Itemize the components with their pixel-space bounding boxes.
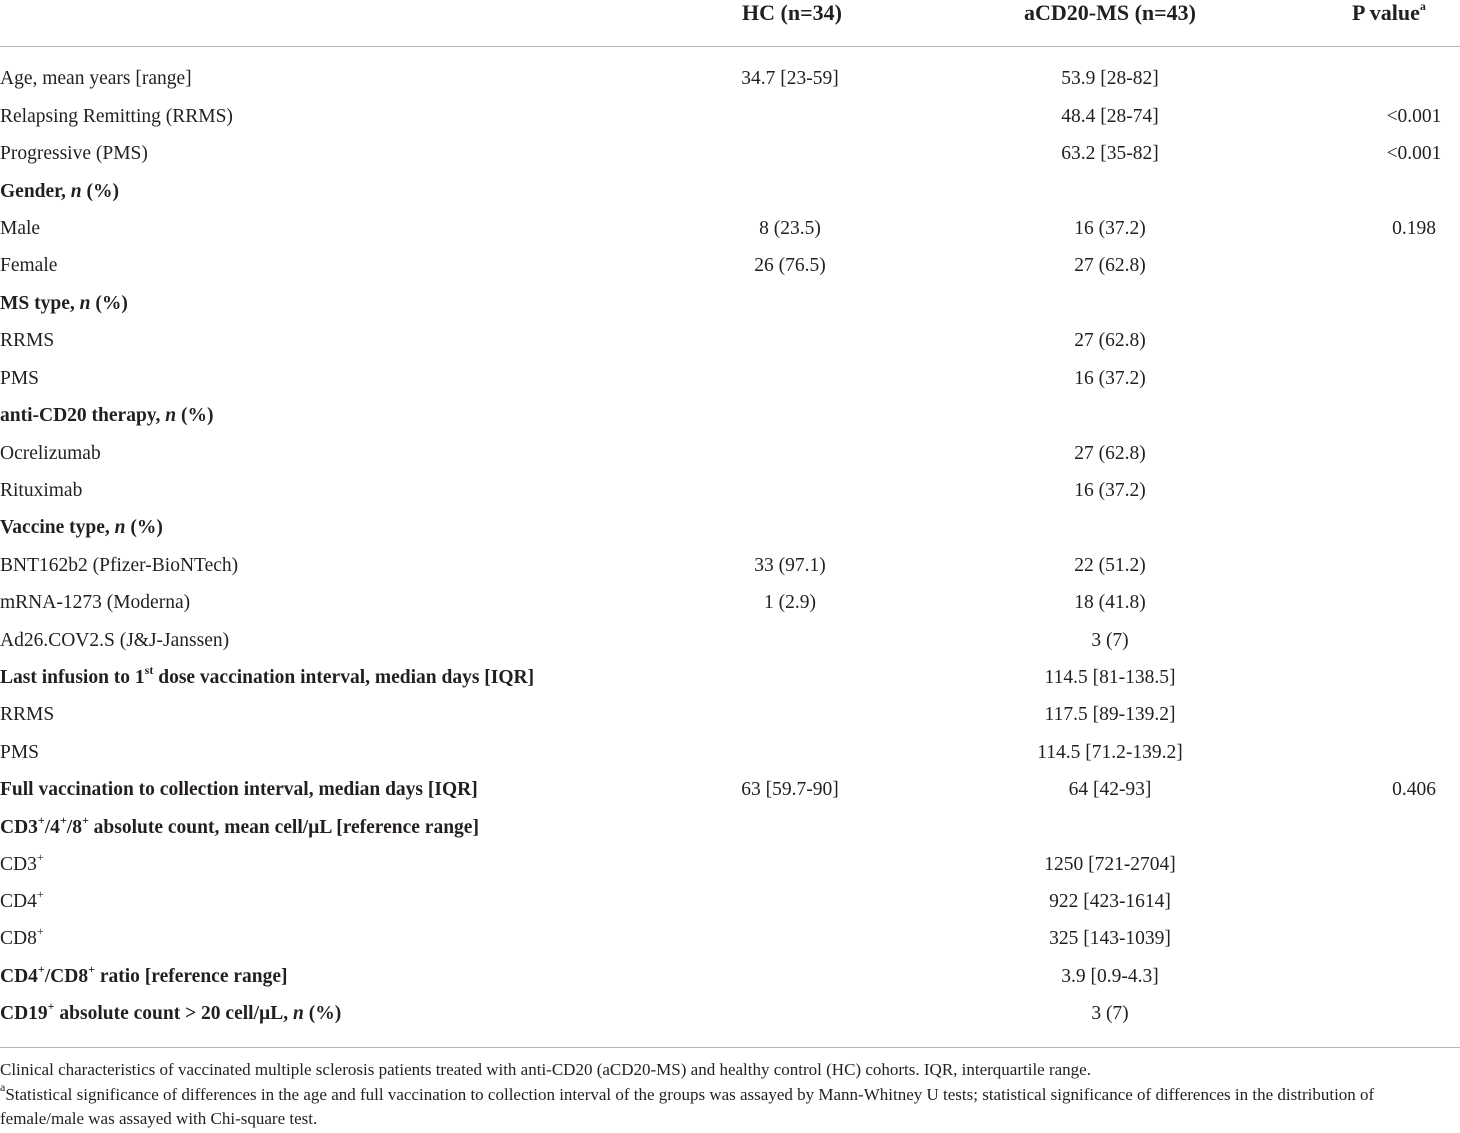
- section-label: Full vaccination to collection interval, median days [IQR]: [0, 779, 478, 800]
- header-hc: HC (n=34): [742, 0, 842, 25]
- cell-p: <0.001: [1386, 143, 1442, 164]
- cell-ms: 1250 [721-2704]: [1044, 854, 1176, 875]
- section-label: Gender, n (%): [0, 181, 120, 202]
- cell-p: 0.198: [1392, 218, 1436, 239]
- header-p-value: P value$^a$: [1352, 0, 1426, 25]
- cell-hc: 33 (97.1): [754, 555, 826, 576]
- table-row: [0, 998, 1460, 1039]
- row-label: Ocrelizumab: [0, 443, 101, 464]
- header-acd20-ms: aCD20-MS (n=43): [1023, 0, 1197, 25]
- row-label: CD4+: [0, 886, 44, 912]
- cell-ms: 114.5 [81-138.5]: [1044, 667, 1176, 688]
- row-label: PMS: [0, 368, 40, 389]
- table-row: [0, 554, 1460, 591]
- table-row: [0, 142, 1460, 179]
- cell-ms: 3 (7): [1091, 630, 1129, 651]
- cell-ms: 63.2 [35-82]: [1061, 143, 1159, 164]
- section-row: [0, 516, 1460, 553]
- table-row: [0, 254, 1460, 291]
- table-footnote: $^a$Statistical significance of differences in the age and full vaccination to collection interval of the groups was assayed by Mann-Whitney U tests; statistical significance of differences in the distribution of female/male was assayed with Chi-square test.: [0, 1080, 1375, 1128]
- table-row: [0, 67, 1460, 104]
- table-row: [0, 849, 1460, 890]
- table-row: [0, 442, 1460, 479]
- row-label: mRNA-1273 (Moderna): [0, 592, 191, 613]
- row-label: Female: [0, 255, 58, 276]
- section-label: Vaccine type, n (%): [0, 517, 163, 538]
- section-row: [0, 812, 1460, 853]
- table-row: [0, 703, 1460, 740]
- cell-hc: 1 (2.9): [764, 592, 816, 613]
- row-label: RRMS: [0, 330, 55, 351]
- section-row: [0, 404, 1460, 441]
- cell-ms: 64 [42-93]: [1068, 779, 1152, 800]
- cell-ms: 3 (7): [1091, 1003, 1129, 1024]
- table-header: [0, 0, 1460, 30]
- section-label: Last infusion to 1st dose vaccination interval, median days [IQR]: [0, 662, 535, 688]
- cell-p: 0.406: [1392, 779, 1436, 800]
- section-label: anti-CD20 therapy, n (%): [0, 405, 214, 426]
- cell-hc: 26 (76.5): [754, 255, 826, 276]
- cell-hc: 63 [59.7-90]: [741, 779, 839, 800]
- cell-ms: 16 (37.2): [1074, 368, 1146, 389]
- row-label: PMS: [0, 742, 40, 763]
- table-row: [0, 329, 1460, 366]
- row-label: Relapsing Remitting (RRMS): [0, 106, 233, 127]
- section-label: CD3+/4+/8+ absolute count, mean cell/µL [reference range]: [0, 812, 479, 838]
- table-row: [0, 105, 1460, 142]
- section-label: CD4+/CD8+ ratio [reference range]: [0, 961, 288, 987]
- table-row: [0, 662, 1460, 703]
- cell-ms: 53.9 [28-82]: [1061, 68, 1159, 89]
- section-label: MS type, n (%): [0, 293, 128, 314]
- table-caption: Clinical characteristics of vaccinated multiple sclerosis patients treated with anti-CD20 (aCD20-MS) and healthy control (HC) cohorts. IQR, interquartile range.: [0, 1060, 1091, 1079]
- row-label: BNT162b2 (Pfizer-BioNTech): [0, 555, 239, 576]
- header-rule: [0, 46, 1460, 47]
- table-row: [0, 741, 1460, 778]
- section-row: [0, 292, 1460, 329]
- cell-ms: 48.4 [28-74]: [1061, 106, 1159, 127]
- row-label: Age, mean years [range]: [0, 68, 192, 89]
- table-row: [0, 778, 1460, 815]
- cell-ms: 16 (37.2): [1074, 480, 1146, 501]
- cell-hc: 34.7 [23-59]: [741, 68, 839, 89]
- cell-ms: 27 (62.8): [1074, 443, 1146, 464]
- row-label: CD8+: [0, 923, 44, 949]
- cell-ms: 16 (37.2): [1074, 218, 1146, 239]
- cell-p: <0.001: [1386, 106, 1442, 127]
- table-row: [0, 217, 1460, 254]
- row-label: Rituximab: [0, 480, 83, 501]
- cell-ms: 114.5 [71.2-139.2]: [1037, 742, 1183, 763]
- table-row: [0, 886, 1460, 927]
- cell-ms: 18 (41.8): [1074, 592, 1146, 613]
- table-row: [0, 479, 1460, 516]
- cell-ms: 27 (62.8): [1074, 255, 1146, 276]
- row-label: CD3+: [0, 849, 44, 875]
- section-row: [0, 180, 1460, 217]
- cell-ms: 922 [423-1614]: [1049, 891, 1171, 912]
- table-row: [0, 629, 1460, 666]
- cell-ms: 117.5 [89-139.2]: [1044, 704, 1176, 725]
- cell-ms: 3.9 [0.9-4.3]: [1061, 966, 1159, 987]
- cell-ms: 325 [143-1039]: [1049, 928, 1171, 949]
- row-label: RRMS: [0, 704, 55, 725]
- table-row: [0, 961, 1460, 1002]
- table-row: [0, 923, 1460, 964]
- row-label: Ad26.COV2.S (J&J-Janssen): [0, 630, 230, 651]
- footer-rule: [0, 1047, 1460, 1048]
- section-label: CD19+ absolute count > 20 cell/µL, n (%): [0, 998, 342, 1024]
- row-label: Male: [0, 218, 41, 239]
- table-row: [0, 591, 1460, 628]
- cell-ms: 27 (62.8): [1074, 330, 1146, 351]
- table-row: [0, 367, 1460, 404]
- cell-hc: 8 (23.5): [759, 218, 821, 239]
- row-label: Progressive (PMS): [0, 143, 148, 164]
- cell-ms: 22 (51.2): [1074, 555, 1146, 576]
